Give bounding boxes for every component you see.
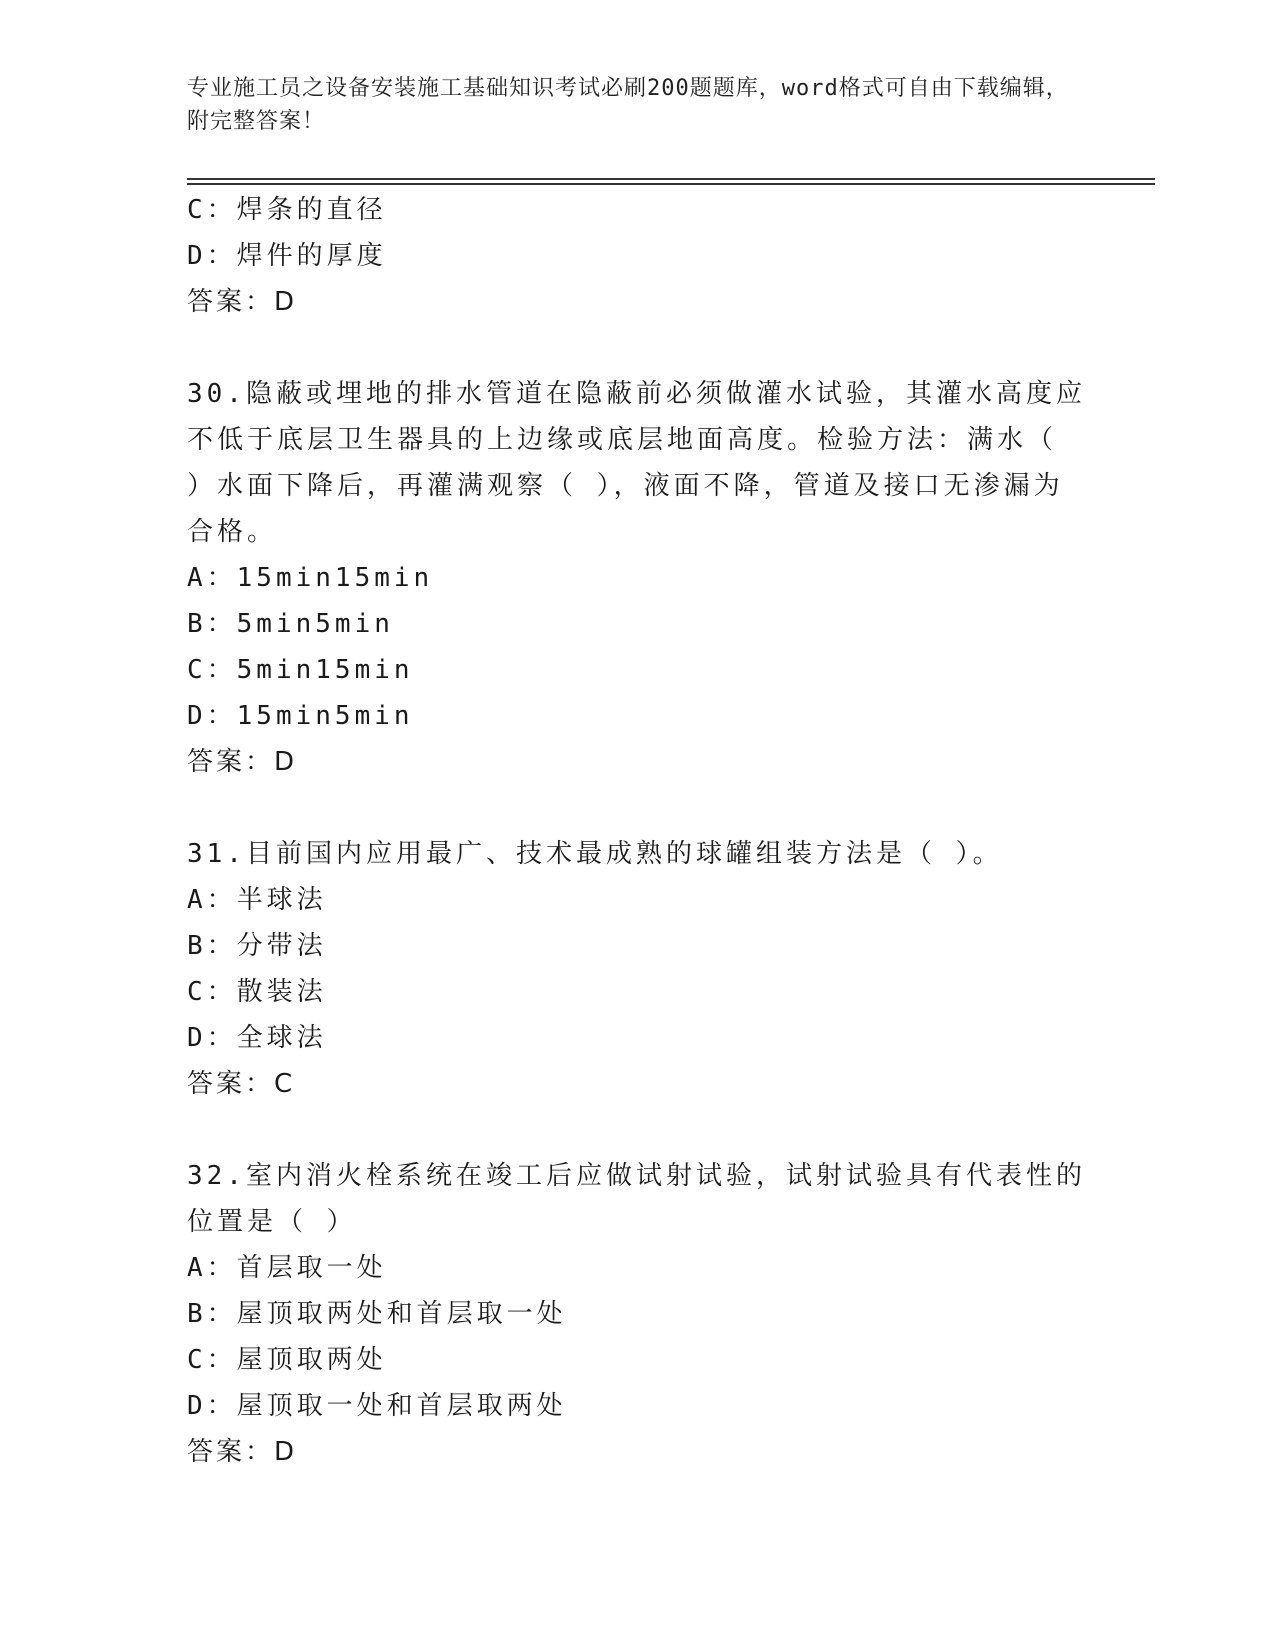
answer-line: 答案：D	[187, 1437, 298, 1467]
option-c: C：散装法	[187, 977, 327, 1007]
spacer	[187, 785, 1087, 831]
option-d: D：屋顶取一处和首层取两处	[187, 1391, 567, 1421]
option-b: B：屋顶取两处和首层取一处	[187, 1299, 567, 1329]
spacer	[187, 325, 1087, 371]
option-d: D：15min5min	[187, 701, 414, 731]
option-a: A：15min15min	[187, 563, 434, 593]
answer-line: 答案：D	[187, 747, 298, 777]
document-header: 专业施工员之设备安装施工基础知识考试必刷200题题库，word格式可自由下载编辑，附完整答案！	[187, 76, 1069, 134]
option-c: C：5min15min	[187, 655, 414, 685]
question-stem: 32.室内消火栓系统在竣工后应做试射试验，试射试验具有代表性的位置是（ ）	[187, 1161, 1086, 1237]
question-31	[187, 831, 1087, 1107]
option-b: B：5min5min	[187, 609, 394, 639]
answer-line: 答案：C	[187, 1069, 296, 1099]
option-b: B：分带法	[187, 931, 327, 961]
question-30	[187, 371, 1087, 785]
document-body	[187, 187, 1087, 1475]
previous-question-tail	[187, 187, 1087, 325]
option-c: C：焊条的直径	[187, 195, 387, 225]
option-a: A：首层取一处	[187, 1253, 387, 1283]
answer-line: 答案：D	[187, 287, 298, 317]
question-stem: 31.目前国内应用最广、技术最成熟的球罐组装方法是（ ）。	[187, 839, 1003, 869]
header-rule-top	[187, 178, 1155, 180]
option-a: A：半球法	[187, 885, 327, 915]
header-rule-bottom	[187, 183, 1155, 185]
option-c: C：屋顶取两处	[187, 1345, 387, 1375]
option-d: D：全球法	[187, 1023, 327, 1053]
question-stem: 30.隐蔽或埋地的排水管道在隐蔽前必须做灌水试验，其灌水高度应不低于底层卫生器具的上边缘或底层地面高度。检验方法：满水（ ）水面下降后，再灌满观察（ ），液面不降，管道及接口无渗漏为合格。	[187, 379, 1086, 547]
spacer	[187, 1107, 1087, 1153]
option-d: D：焊件的厚度	[187, 241, 387, 271]
question-32	[187, 1153, 1087, 1475]
